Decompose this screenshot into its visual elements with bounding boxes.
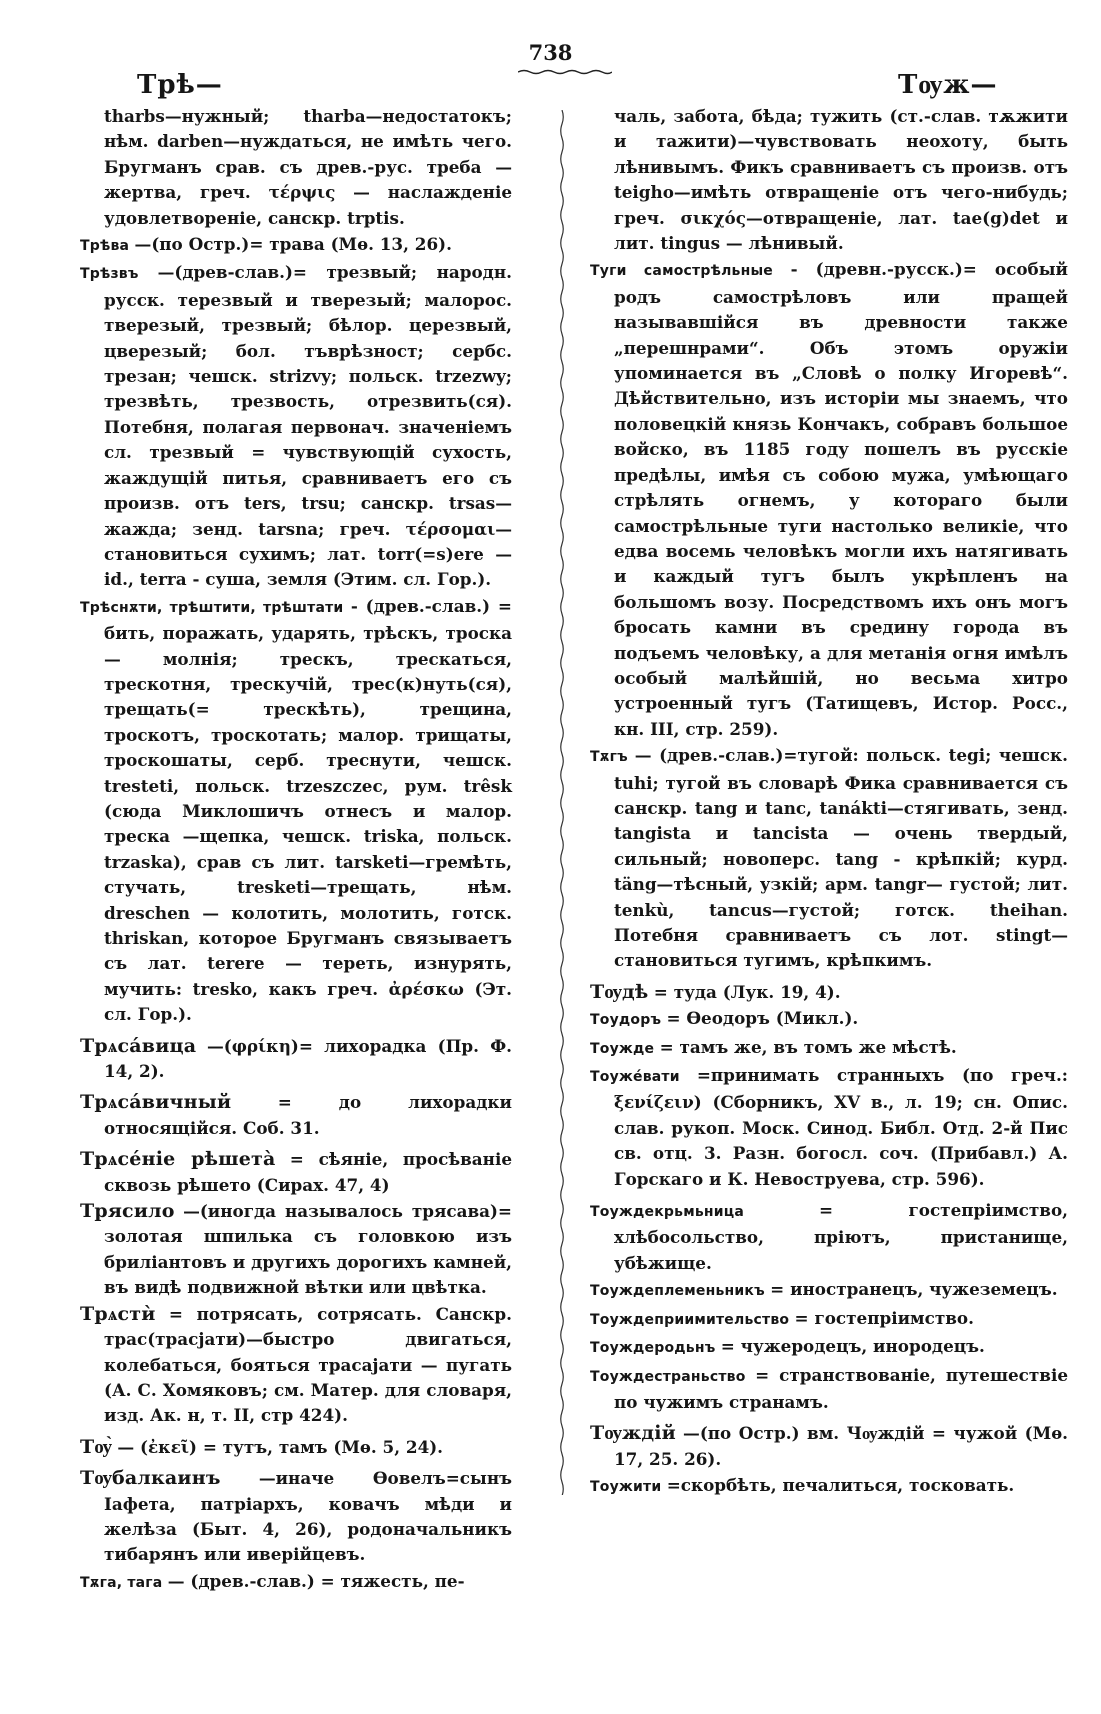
entry-text: —(древ-слав.)= трезвый; народн. русск. терезвый и тверезый; малорос. тверезый, трезвый; бѣлор. церезвый, цверезый; бол. тъврѣзност; сербс. трезан; чешск. strizvy; польск. trzezwy; трезвѣть, трезвость, отрезвить(ся). Потебня, полагая первонач. значеніемъ сл. трезвый = чувствующій сухость, жаждущій питья, сравниваетъ его съ произв. отъ ters, trsu; санскр. trsas—жажда; зенд. tarsna; греч. τέρσομαι—становиться сухимъ; лат. torr(=s)ere — id., terra - суша, земля (Этим. сл. Гор.).	[104, 262, 512, 590]
entry-text: = до лихорадки относящійся. Соб. 31.	[104, 1092, 512, 1138]
dictionary-entry	[590, 1306, 1068, 1333]
dictionary-entry	[590, 1006, 1068, 1033]
entry-headword: Трясило	[80, 1200, 175, 1223]
entry-text: =принимать странныхъ (по греч.: ξενίζειν) (Сборникъ, XV в., л. 19; сн. Опис. слав. рукоп. Моск. Синод. Библ. Отд. 2-й Пис св. отц. 3. Разн. богосл. соч. (Прибавл.) А. Горскаго и К. Невоструева, стр. 596).	[614, 1065, 1068, 1189]
dictionary-entry	[80, 260, 512, 592]
dictionary-entry	[80, 232, 512, 259]
column-divider	[558, 110, 566, 1495]
entry-headword: Туги самострѣльные	[590, 263, 774, 280]
running-head-right: Тѹж—	[898, 70, 998, 100]
entry-headword: Тѫгъ	[590, 749, 628, 766]
entry-headword: Трѧса́вичный	[80, 1091, 232, 1114]
dictionary-entry	[590, 1421, 1068, 1472]
entry-headword: Трѧстѝ	[80, 1302, 156, 1325]
entry-text: — (древ.-слав.) = тяжесть, пе-	[167, 1570, 465, 1591]
entry-text: —иначе Ѳовелъ=сынъ Іафета, патріархъ, ковачъ мѣди и желѣза (Быт. 4, 26), родоначальникъ тибарянъ или иверійцевъ.	[104, 1468, 512, 1565]
dictionary-entry	[590, 1277, 1068, 1304]
right-column	[590, 104, 1068, 1502]
entry-text: чаль, забота, бѣда; тужить (ст.-слав. тѫжити и тажити)—чувствовать неохоту, быть лѣнивымъ. Фикъ сравниваетъ съ произв. отъ teigho—имѣть отвращеніе отъ чего-нибудь; греч. σικχός—отвращеніе, лат. tae(g)det и лит. tingus — лѣнивый.	[614, 106, 1068, 254]
dictionary-entry	[80, 1435, 512, 1460]
entry-text: — (древ.-слав.)=тугой: польск. tegi; чешск. tuhi; тугой въ словарѣ Фика сравнивается съ санскр. tang и tanc, tanákti—стягивать, зенд. tangista и tancista — очень твердый, сильный; новоперс. tang - крѣпкій; курд. täng—тѣсный, узкій; арм. tangr— густой; лит. tenkù, tancus—густой; готск. theihan. Потебня сравниваетъ съ лот. stingt—становиться тугимъ, крѣпкимъ.	[614, 745, 1068, 971]
dictionary-entry	[590, 1363, 1068, 1416]
dictionary-entry	[80, 1090, 512, 1141]
dictionary-entry	[590, 257, 1068, 742]
dictionary-entry	[590, 743, 1068, 974]
dictionary-entry	[80, 1302, 512, 1429]
dictionary-entry	[590, 1035, 1068, 1062]
entry-headword: Трѣзвъ	[80, 266, 139, 283]
entry-text: = иностранецъ, чужеземецъ.	[770, 1279, 1058, 1300]
entry-text: = потрясать, сотрясать. Санскр. трас(трасjати)—быстро двигаться, колебаться, бояться трасаjати — пугать (А. С. Хомяковъ; см. Матер. для словаря, изд. Ак. н, т. II, стр 424).	[104, 1303, 512, 1426]
left-column	[80, 104, 512, 1597]
dictionary-entry	[80, 594, 512, 1028]
entry-headword: Тоуже́вати	[590, 1069, 680, 1086]
entry-text: = тамъ же, въ томъ же мѣстѣ.	[659, 1036, 957, 1057]
entry-text: = сѣяніе, просѣваніе сквозь рѣшето (Сирах. 47, 4)	[104, 1149, 512, 1195]
entry-text: =скорбѣть, печалиться, тосковать.	[666, 1475, 1015, 1496]
dictionary-entry	[80, 1569, 512, 1596]
entry-headword: Тѫга, тага	[80, 1574, 163, 1591]
entry-text: —(по Остр.) вм. Чѹждій = чужой (Мѳ. 17, 25. 26).	[614, 1423, 1068, 1469]
entry-text: = гостепріимство.	[794, 1307, 974, 1328]
dictionary-entry	[590, 1063, 1068, 1192]
entry-text: - (древн.-русск.)= особый родъ самострѣловъ или пращей называвшійся въ древности также „перешнрами“. Объ этомъ оружіи упоминается въ „Словѣ о полку Игоревѣ“. Дѣйствительно, изъ исторіи мы знаемъ, что половецкій князь Кончакъ, собравъ большое войско, въ 1185 году пошелъ въ русскіе предѣлы, имѣя съ собою мужа, умѣющаго стрѣлять огнемъ, у котораго были самострѣльные туги настолько великіе, что едва восемь человѣкъ могли ихъ натягивать и каждый тугъ былъ укрѣпленъ на большомъ возу. Посредствомъ ихъ онъ могъ бросать камни въ средину города въ подъемъ человѣку, а для метанія огня имѣлъ особый малѣйшій, но весьма хитро устроенный тугъ (Татищевъ, Истор. Росс., кн. III, стр. 259).	[614, 259, 1068, 739]
entry-headword: Трѧса́вица	[80, 1034, 197, 1057]
entry-text: —(φρίκη)= лихорадка (Пр. Ф. 14, 2).	[104, 1035, 512, 1082]
entry-headword: Тоужити	[590, 1479, 662, 1496]
dictionary-entry	[590, 1198, 1068, 1276]
entry-headword: Тоуждеприимительство	[590, 1311, 790, 1328]
dictionary-entry	[80, 1147, 512, 1198]
entry-text: = чужеродецъ, инородецъ.	[720, 1336, 985, 1357]
dictionary-entry	[80, 104, 512, 231]
dictionary-entry	[590, 1473, 1068, 1500]
entry-headword: Тѹбалкаинъ	[80, 1467, 221, 1490]
entry-text: = странствованіе, путешествіе по чужимъ странамъ.	[614, 1364, 1068, 1412]
entry-headword: Трѣва	[80, 238, 130, 255]
entry-headword: Трѣснѫти, трѣштити, трѣштати	[80, 599, 344, 616]
dictionary-entry	[80, 1199, 512, 1301]
entry-text: — (ἐκεῖ) = тутъ, тамъ (Мѳ. 5, 24).	[117, 1436, 444, 1457]
entry-text: —(по Остр.)= трава (Мѳ. 13, 26).	[134, 234, 452, 255]
dictionary-entry	[80, 1034, 512, 1085]
entry-text: = гостепріимство, хлѣбосольство, пріютъ, пристанище, убѣжище.	[614, 1200, 1068, 1273]
entry-headword: Тоудоръ	[590, 1012, 662, 1029]
dictionary-entry	[80, 1466, 512, 1568]
entry-headword: Трѧсе́ніе рѣшета̀	[80, 1148, 276, 1171]
entry-text: = туда (Лук. 19, 4).	[653, 981, 841, 1002]
entry-headword: Тоуждестраньство	[590, 1368, 746, 1385]
entry-headword: Тѹждій	[590, 1422, 676, 1445]
running-head-left: Трѣ—	[137, 70, 223, 100]
entry-text: —(иногда называлось трясава)= золотая шпилька съ головкою изъ бриліантовъ и другихъ дорогихъ камней, въ видѣ подвижной вѣтки или цвѣтка.	[104, 1201, 512, 1298]
dictionary-entry	[590, 1334, 1068, 1361]
entry-headword: Тоуждеплеменьникъ	[590, 1283, 765, 1300]
entry-headword: Тоуждеродьнъ	[590, 1340, 716, 1357]
entry-text: tharbs—нужный; tharba—недостатокъ; нѣм. darben—нуждаться, не имѣть чего. Бругманъ срав. съ древ.-рус. треба — жертва, греч. τέρψις — наслажденіе удовлетвореніе, санскр. trptis.	[104, 106, 512, 228]
dictionary-entry	[590, 980, 1068, 1005]
entry-text: = Ѳеодоръ (Микл.).	[666, 1008, 859, 1029]
dictionary-entry	[590, 104, 1068, 256]
entry-text: - (древ.-слав.) = бить, поражать, ударять, трѣскъ, троска — молнія; трескъ, трескаться, трескотня, трескучій, трес(к)нуть(ся), трещать(= трескѣть), трещина, троскотъ, троскотать; малор. трищаты, троскошаты, серб. треснути, чешск. tresteti, польск. trzeszczec, рум. trêsk (сюда Миклошичъ отнесъ и малор. треска —щепка, чешск. triska, польск. trzaska), срав съ лит. tarsketi—гремѣть, стучать, tresketi—трещать, нѣм. dreschen — колотить, молотить, готск. thriskan, которое Бругманъ связываетъ съ лат. terere — тереть, изнурять, мучить: tresko, какъ греч. ἀρέσκω (Эт. сл. Гор.).	[104, 595, 512, 1025]
entry-headword: Тоуждекрьмьница	[590, 1204, 745, 1221]
entry-headword: Тѹ̀	[80, 1435, 113, 1458]
wavy-rule	[518, 68, 612, 76]
page-number: 738	[528, 40, 573, 65]
entry-headword: Тѹдѣ	[590, 980, 649, 1003]
entry-headword: Тоужде	[590, 1040, 655, 1057]
